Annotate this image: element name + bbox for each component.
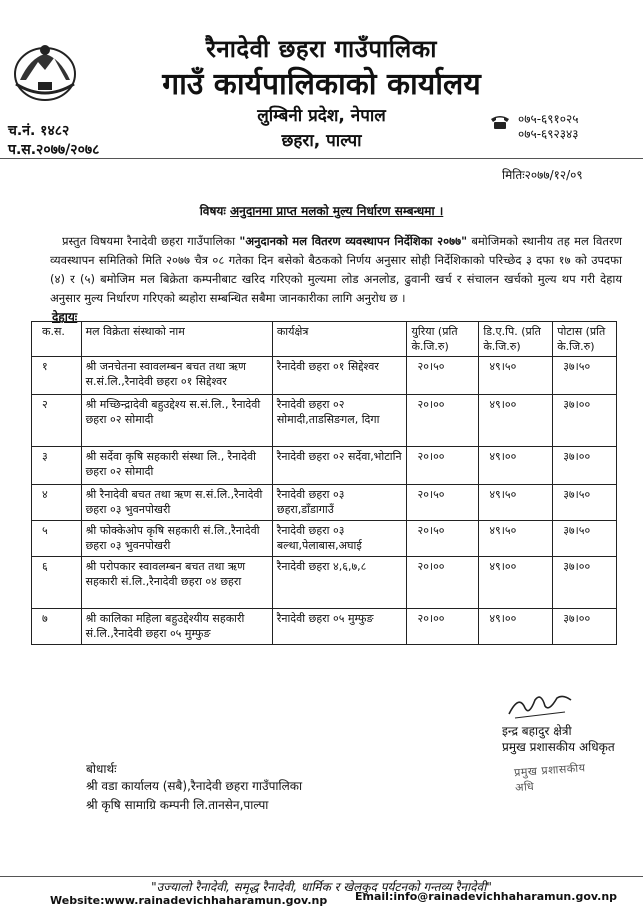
table-row [32,357,617,395]
footer-divider [0,876,643,877]
cell-potash: ३७।०० [553,609,617,645]
cell-area: रैनादेवी छहरा ४,६,७,८ [272,557,407,609]
cell-dap: ४९।५० [479,521,553,557]
header-area: कार्यक्षेत्र [272,322,407,357]
cell-area: रैनादेवी छहरा ०३ छहरा,डाँडागाउँ [272,485,407,521]
subject-text: अनुदानमा प्राप्त मलको मुल्य निर्धारण सम्बन्धमा । [230,204,444,218]
cell-potash: ३७।५० [553,485,617,521]
cell-urea: २०।०० [407,609,479,645]
province-name: लुम्बिनी प्रदेश, नेपाल [257,106,386,126]
reference-number: च.नं. १४८२ [8,123,70,139]
table-row [32,485,617,521]
cell-urea: २०।५० [407,485,479,521]
cell-seller: श्री सर्देवा कृषि सहकारी संस्था लि., रैनादेवी छहरा ०२ सोमादी [81,447,272,485]
fertilizer-price-table [31,321,617,645]
cell-dap: ४९।०० [479,557,553,609]
cc-label: बोधार्थः [86,762,117,776]
cell-area: रैनादेवी छहरा ०३ बल्था,पेलाबास,अघाई [272,521,407,557]
cell-urea: २०।०० [407,395,479,447]
body-after: बमोजिमको स्थानीय तह मल वितरण व्यवस्थापन समितिको मिति २०७७ चैत्र ०८ गतेका दिन बसेको बैठकको निर्णय अनुसार सोही निर्देशिकाको परिच्छेद ३ दफा १७ को उपदफा (४) र (५) बमोजिम मल बिक्रेता कम्पनीबाट खरिद गरिएको मुल्यमा लोड अनलोड, ढुवानी खर्च र संचालन खर्चको मुल्य थप गरी देहाय अनुसार मुल्य निर्धारण गरिएको ब्यहोरा सम्बन्धित सबैमा जानकारीका लागि अनुरोध छ । [50,234,622,305]
cell-potash: ३७।५० [553,357,617,395]
cell-sn: ३ [32,447,82,485]
cell-urea: २०।५० [407,521,479,557]
cell-urea: २०।५० [407,357,479,395]
office-name: गाउँ कार्यपालिकाको कार्यालय [162,67,481,102]
cc-line-2: श्री कृषि सामाग्रि कम्पनी लि.तानसेन,पाल्पा [86,798,269,812]
cell-seller: श्री रैनादेवी बचत तथा ऋण स.सं.लि.,रैनादेवी छहरा ०३ भुवनपोखरी [81,485,272,521]
cell-area: रैनादेवी छहरा ०२ सर्देवा,भोटानि [272,447,407,485]
detail-label: देहायः [52,310,78,324]
header-seller: मल विक्रेता संस्थाको नाम [81,322,272,357]
table-header-row [32,322,617,357]
table-row [32,557,617,609]
cell-seller: श्री फोक्केओप कृषि सहकारी सं.लि.,रैनादेवी छहरा ०३ भुवनपोखरी [81,521,272,557]
letter-date: मितिः२०७७/१२/०९ [502,168,583,182]
cell-sn: ५ [32,521,82,557]
body-before: प्रस्तुत विषयमा रैनादेवी छहरा गाउँपालिका [62,234,240,248]
table-row [32,609,617,645]
cell-dap: ४९।५० [479,485,553,521]
cell-potash: ३७।०० [553,447,617,485]
letter-body [50,232,622,308]
footer-email: Email:info@rainadevichhaharamun.gov.np [355,890,618,903]
header-potash: पोटास (प्रति के.जि.रु) [553,322,617,357]
handwritten-signature [505,690,575,720]
header-urea: युरिया (प्रति के.जि.रु) [407,322,479,357]
cell-seller: श्री कालिका महिला बहुउद्देश्यीय सहकारी सं.लि.,रैनादेवी छहरा ०५ मुम्फुङ [81,609,272,645]
cell-area: रैनादेवी छहरा ०५ मुम्फुङ [272,609,407,645]
official-stamp: प्रमुख प्रशासकीय अधि [513,761,586,795]
header-dap: डि.ए.पि. (प्रति के.जि.रु) [479,322,553,357]
phone-number-1: ०७५-६९१०२५ [518,112,579,126]
cc-line-1: श्री वडा कार्यालय (सबै),रैनादेवी छहरा गाउँपालिका [86,779,303,793]
cell-potash: ३७।०० [553,395,617,447]
cell-area: रैनादेवी छहरा ०१ सिद्देश्वर [272,357,407,395]
cell-sn: १ [32,357,82,395]
phone-number-2: ०७५-६९२३४३ [518,127,579,141]
cell-sn: २ [32,395,82,447]
cell-dap: ४९।०० [479,447,553,485]
table-row [32,521,617,557]
body-quoted: "अनुदानको मल वितरण व्यवस्थापन निर्देशिका २०७७" [239,234,468,248]
cell-sn: ६ [32,557,82,609]
table-row [32,395,617,447]
cell-sn: ४ [32,485,82,521]
cell-seller: श्री जनचेतना स्वावलम्बन बचत तथा ऋण स.सं.लि.,रैनादेवी छहरा ०१ सिद्देश्वर [81,357,272,395]
table-row [32,447,617,485]
cell-dap: ४९।०० [479,395,553,447]
cell-urea: २०।०० [407,557,479,609]
cell-urea: २०।०० [407,447,479,485]
cell-seller: श्री मच्छिन्द्रादेवी बहुउद्देश्य स.सं.लि., रैनादेवी छहरा ०२ सोमादी [81,395,272,447]
cell-dap: ४९।५० [479,357,553,395]
municipality-name: रैनादेवी छहरा गाउँपालिका [206,35,437,63]
header-divider [0,158,643,159]
office-location: छहरा, पाल्पा [281,131,362,151]
footer-website: Website:www.rainadevichhaharamun.gov.np [50,894,328,907]
subject-prefix: विषयः [199,204,226,218]
subject-line [0,202,643,219]
cell-potash: ३७।०० [553,557,617,609]
cell-seller: श्री परोपकार स्वावलम्बन बचत तथा ऋण सहकारी सं.लि.,रैनादेवी छहरा ०४ छहरा [81,557,272,609]
cell-potash: ३७।५० [553,521,617,557]
telephone-icon [490,114,510,130]
fiscal-year: प.स.२०७७/२०७८ [8,142,100,158]
cell-dap: ४९।०० [479,609,553,645]
footer-motto: "उज्यालो रैनादेवी, समृद्ध रैनादेवी, धार्मिक र खेलकुद पर्यटनको गन्तव्य रैनादेवी" [151,880,492,894]
cell-sn: ७ [32,609,82,645]
header-sn: क.स. [32,322,82,357]
signer-title: प्रमुख प्रशासकीय अधिकृत [502,740,615,754]
signer-name: इन्द्र बहादुर क्षेत्री [502,724,572,738]
cell-area: रैनादेवी छहरा ०२ सोमादी,ताडसिङगल, दिगा [272,395,407,447]
